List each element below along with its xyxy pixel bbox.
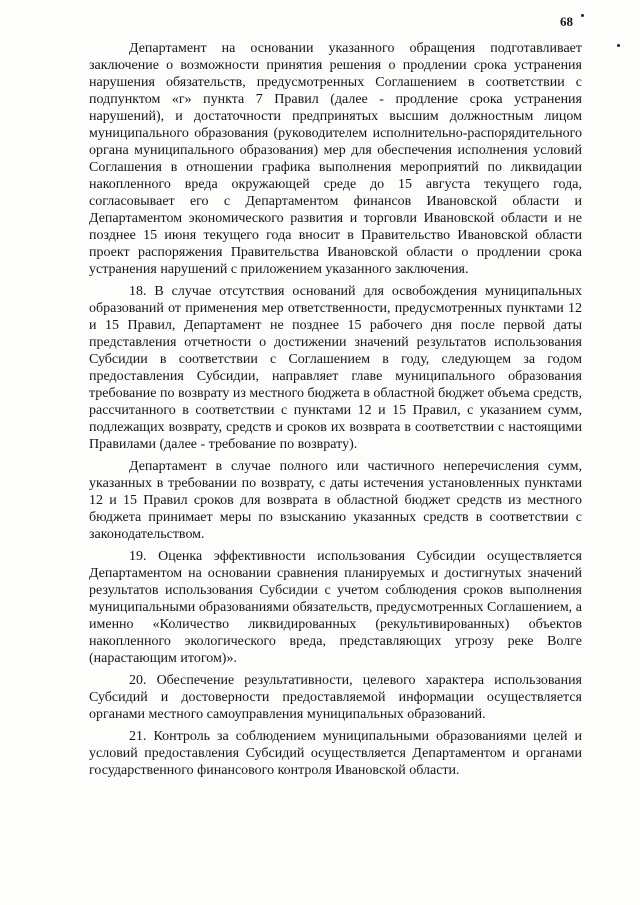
paragraph-refund-enforcement: Департамент в случае полного или частичного неперечисления сумм, указанных в требовании по возврату, с даты истечения установленных пунктами 12 и 15 Правил сроков для возврата в областной бюджет средств из местного бюджета принимает меры по взысканию указанных средств в соответствии с законодательством.: [89, 459, 582, 542]
scan-speck-mark: [581, 14, 584, 17]
paragraph-21-control: 21. Контроль за соблюдением муниципальными образованиями целей и условий предоставления Субсидий осуществляется Департаментом и органами государственного финансового контроля Ивановской области.: [89, 729, 582, 778]
paragraph-18-refund-requirement: 18. В случае отсутствия оснований для освобождения муниципальных образований от применения мер ответственности, предусмотренных пунктами 12 и 15 Правил, Департамент не позднее 15 рабочего дня после первой даты представления отчетности о достижении значений результатов использования Субсидии в соответствии с Соглашением в году, следующем за годом предоставления Субсидии, направляет главе муниципального образования требование по возврату из местного бюджета в областной бюджет объема средств, рассчитанного в соответствии с пунктами 12 и 15 Правил, с указанием сумм, подлежащих возврату, средств и сроков их возврата в соответствии с настоящими Правилами (далее - требование по возврату).: [89, 284, 582, 452]
paragraph-department-conclusion: Департамент на основании указанного обращения подготавливает заключение о возможности принятия решения о продлении срока устранения нарушения обязательств, предусмотренных Соглашением в соответствии с подпунктом «г» пункта 7 Правил (далее - продление срока устранения нарушений), и достаточности предпринятых высшим должностным лицом муниципального образования (руководителем исполнительно-распорядительного органа муниципального образования) мер для обеспечения исполнения условий Соглашения в отношении графика выполнения мероприятий по ликвидации накопленного вреда окружающей среде до 15 августа текущего года, согласовывает его с Департаментом финансов Ивановской области и Департаментом экономического развития и торговли Ивановской области и не позднее 15 июня текущего года вносит в Правительство Ивановской области проект распоряжения Правительства Ивановской области о продлении срока устранения нарушений с приложением указанного заключения.: [89, 41, 582, 277]
scan-speck-mark: [617, 44, 620, 47]
document-body: [89, 40, 582, 784]
paragraph-20-effectiveness-assurance: 20. Обеспечение результативности, целевого характера использования Субсидий и достоверности предоставляемой информации осуществляется органами местного самоуправления муниципальных образований.: [89, 673, 582, 722]
paragraph-19-efficiency-assessment: 19. Оценка эффективности использования Субсидии осуществляется Департаментом на основании сравнения планируемых и достигнутых значений результатов использования Субсидии с учетом соблюдения сроков выполнения муниципальными образованиями обязательств, предусмотренных Соглашением, а именно «Количество ликвидированных (рекультивированных) объектов накопленного экологического вреда, представляющих угрозу реке Волге (нарастающим итогом)».: [89, 549, 582, 666]
page-number: 68: [560, 14, 573, 29]
